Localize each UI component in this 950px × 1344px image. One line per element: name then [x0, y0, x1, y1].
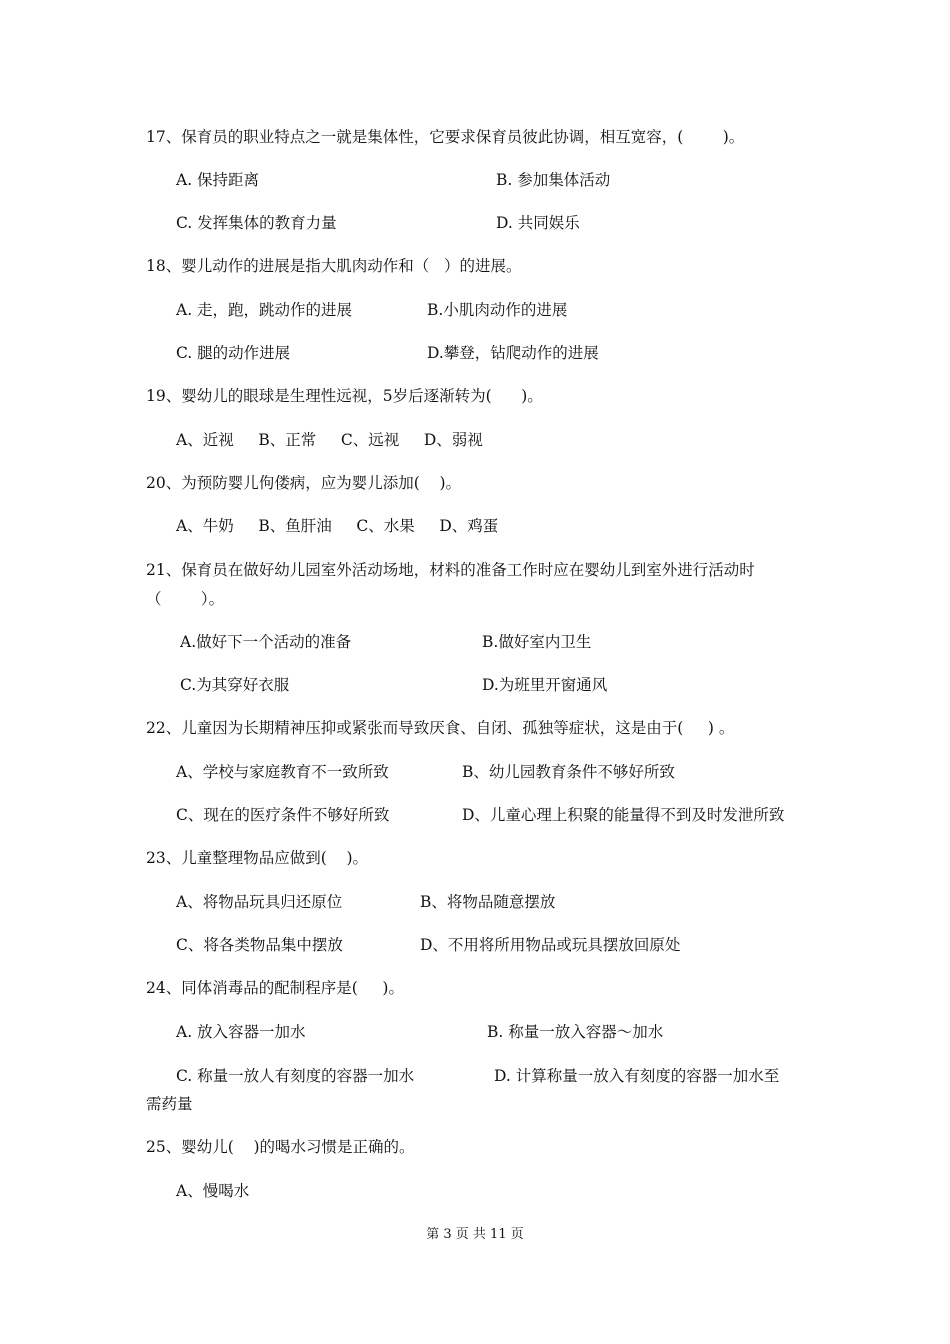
question-17-option-b: B. 参加集体活动	[496, 171, 611, 189]
question-22-option-a: A、学校与家庭教育不一致所致	[176, 763, 389, 781]
question-21-option-b: B.做好室内卫生	[482, 633, 592, 651]
question-21-option-c: C.为其穿好衣服	[180, 676, 290, 694]
page-footer: 第 3 页 共 11 页	[426, 1227, 524, 1242]
question-18-option-d: D.攀登，钻爬动作的进展	[427, 344, 599, 362]
question-21-option-d: D.为班里开窗通风	[482, 676, 608, 694]
question-22-stem: 22、儿童因为长期精神压抑或紧张而导致厌食、自闭、孤独等症状，这是由于( ) 。	[146, 719, 735, 737]
question-17-option-c: C. 发挥集体的教育力量	[176, 214, 337, 232]
question-24-option-c: C. 称量一放人有刻度的容器一加水	[176, 1067, 415, 1085]
question-19-stem: 19、婴幼儿的眼球是生理性远视，5岁后逐渐转为( )。	[146, 387, 543, 405]
question-24-option-b: B. 称量一放入容器～加水	[487, 1023, 664, 1041]
question-24-option-d-continued: 需药量	[146, 1095, 193, 1113]
question-22-option-b: B、幼儿园教育条件不够好所致	[462, 763, 675, 781]
question-19-options: A、近视 B、正常 C、远视 D、弱视	[176, 431, 483, 449]
question-24-stem: 24、同体消毒品的配制程序是( )。	[146, 979, 404, 997]
question-17-option-d: D. 共同娱乐	[496, 214, 580, 232]
question-24-option-d: D. 计算称量一放入有刻度的容器一加水至	[494, 1067, 780, 1085]
question-23-option-a: A、将物品玩具归还原位	[176, 893, 343, 911]
question-17-option-a: A. 保持距离	[176, 171, 260, 189]
question-20-stem: 20、为预防婴儿佝偻病，应为婴儿添加( )。	[146, 474, 462, 492]
question-23-option-d: D、不用将所用物品或玩具摆放回原处	[420, 936, 681, 954]
question-23-option-b: B、将物品随意摆放	[420, 893, 556, 911]
question-20-options: A、牛奶 B、鱼肝油 C、水果 D、鸡蛋	[176, 517, 499, 535]
question-21-option-a: A.做好下一个活动的准备	[180, 633, 352, 651]
question-21-stem-continued: （ ）。	[146, 590, 225, 608]
question-22-option-d: D、儿童心理上积聚的能量得不到及时发泄所致	[462, 806, 785, 824]
question-25-stem: 25、婴幼儿( )的喝水习惯是正确的。	[146, 1138, 415, 1156]
question-24-option-a: A. 放入容器一加水	[176, 1023, 306, 1041]
question-18-option-b: B.小肌肉动作的进展	[427, 301, 568, 319]
question-18-option-c: C. 腿的动作进展	[176, 344, 291, 362]
question-17-stem: 17、保育员的职业特点之一就是集体性，它要求保育员彼此协调，相互宽容，( )。	[146, 128, 745, 146]
question-21-stem: 21、保育员在做好幼儿园室外活动场地，材料的准备工作时应在婴幼儿到室外进行活动时	[146, 561, 755, 579]
question-22-option-c: C、现在的医疗条件不够好所致	[176, 806, 390, 824]
question-25-option-a: A、慢喝水	[176, 1182, 250, 1200]
question-23-stem: 23、儿童整理物品应做到( )。	[146, 849, 369, 867]
question-18-stem: 18、婴儿动作的进展是指大肌肉动作和（ ）的进展。	[146, 257, 522, 275]
question-18-option-a: A. 走，跑，跳动作的进展	[176, 301, 353, 319]
question-23-option-c: C、将各类物品集中摆放	[176, 936, 343, 954]
